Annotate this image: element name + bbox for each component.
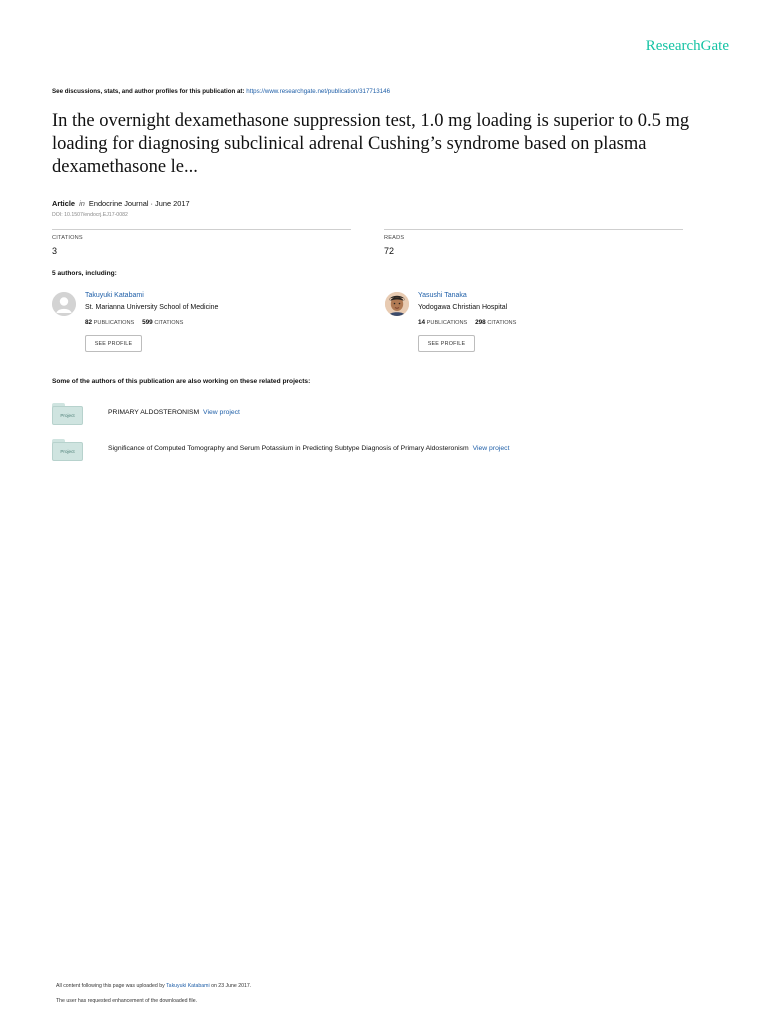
reads-label: READS — [384, 235, 405, 241]
author-publications-label: PUBLICATIONS — [426, 320, 468, 326]
author-citations-label: CITATIONS — [487, 320, 517, 326]
project-folder-icon — [52, 439, 83, 461]
project-text — [108, 445, 509, 452]
author-name-link[interactable]: Takuyuki Katabami — [85, 292, 144, 299]
author-publications-count: 14 — [418, 319, 426, 326]
project-title: Significance of Computed Tomography and Serum Potassium in Predicting Subtype Diagnosis of Primary Aldosteronism — [108, 445, 469, 452]
author-publications-count: 82 — [85, 319, 93, 326]
project-folder-icon — [52, 403, 83, 425]
avatar-placeholder-icon[interactable] — [52, 292, 76, 316]
author-publications-label: PUBLICATIONS — [93, 320, 135, 326]
article-in: in — [79, 199, 85, 208]
citations-divider — [52, 229, 351, 230]
enhancement-note: The user has requested enhancement of the downloaded file. — [56, 998, 198, 1004]
upload-note — [56, 983, 251, 989]
publication-title: In the overnight dexamethasone suppression test, 1.0 mg loading is superior to 0.5 mg loading for diagnosing subclinical adrenal Cushing’s syndrome based on plasma dexamethasone le... — [52, 111, 690, 177]
author-stats — [85, 319, 183, 326]
authors-heading: 5 authors, including: — [52, 270, 117, 277]
article-journal: Endocrine Journal · June 2017 — [88, 199, 190, 208]
folder-body: Project — [52, 442, 83, 461]
article-meta — [52, 199, 190, 208]
see-profile-button[interactable]: SEE PROFILE — [85, 335, 142, 352]
folder-body: Project — [52, 406, 83, 425]
person-silhouette-icon — [52, 292, 76, 316]
reads-divider — [384, 229, 683, 230]
author-citations-count: 599 — [142, 319, 153, 326]
author-stats — [418, 319, 516, 326]
researchgate-logo[interactable]: ResearchGate — [645, 38, 729, 54]
upload-suffix: on 23 June 2017. — [211, 983, 252, 989]
author-institution: Yodogawa Christian Hospital — [418, 304, 508, 311]
view-project-link[interactable]: View project — [472, 445, 510, 452]
author-card — [52, 292, 332, 352]
view-project-link[interactable]: View project — [203, 409, 240, 416]
see-profile-button[interactable]: SEE PROFILE — [418, 335, 475, 352]
author-card — [385, 292, 665, 352]
uploader-link[interactable]: Takuyuki Katabami — [166, 983, 210, 989]
citations-count: 3 — [52, 246, 58, 256]
author-name-link[interactable]: Yasushi Tanaka — [418, 292, 467, 299]
author-institution: St. Marianna University School of Medicine — [85, 304, 219, 311]
upload-prefix: All content following this page was uploaded by — [56, 983, 165, 989]
project-item — [52, 403, 752, 427]
person-photo-icon — [385, 292, 409, 316]
discussion-text: See discussions, stats, and author profiles for this publication at: — [52, 88, 245, 95]
article-type: Article — [52, 199, 76, 208]
citations-label: CITATIONS — [52, 235, 83, 241]
project-text — [108, 409, 240, 416]
author-citations-label: CITATIONS — [154, 320, 184, 326]
reads-count: 72 — [384, 246, 395, 256]
projects-heading: Some of the authors of this publication are also working on these related projects: — [52, 378, 311, 385]
project-title: PRIMARY ALDOSTERONISM — [108, 409, 200, 416]
author-photo-icon[interactable] — [385, 292, 409, 316]
discussion-line — [52, 88, 390, 95]
project-item — [52, 439, 752, 463]
publication-url-link[interactable]: https://www.researchgate.net/publication/317713146 — [246, 88, 391, 95]
author-citations-count: 298 — [475, 319, 486, 326]
article-doi: DOI: 10.1507/endocrj.EJ17-0082 — [52, 212, 128, 218]
